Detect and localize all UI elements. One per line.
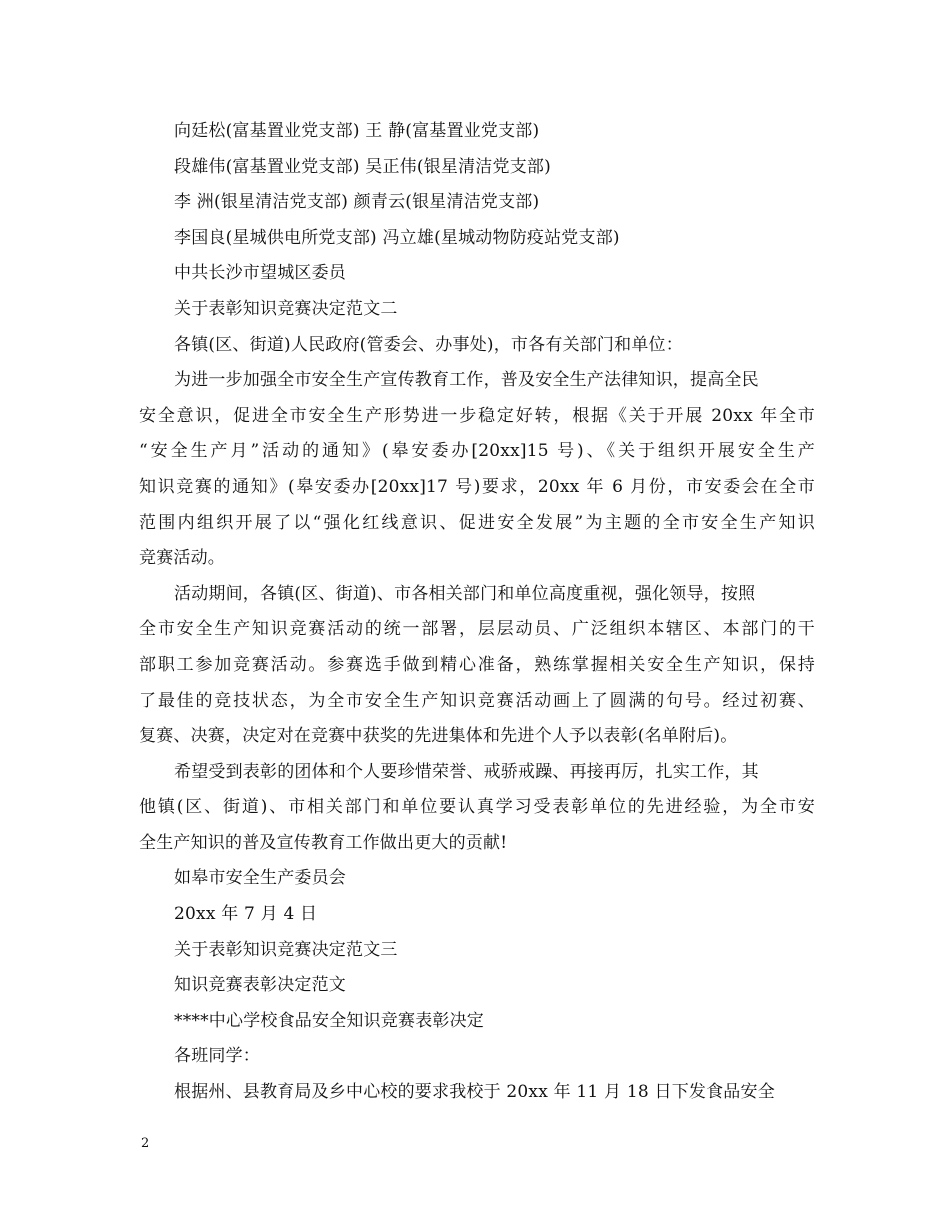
text-line: 他镇(区、街道)、市相关部门和单位要认真学习受表彰单位的先进经验，为全市安: [139, 797, 815, 818]
text-line: 安全意识，促进全市安全生产形势进一步稳定好转，根据《关于开展 20xx 年全市: [139, 405, 815, 426]
text-line: 向廷松(富基置业党支部) 王 静(富基置业党支部): [174, 121, 540, 141]
text-line: 竞赛活动。: [139, 548, 225, 569]
text-line: “安全生产月”活动的通知》(皋安委办[20xx]15 号)、《关于组织开展安全生产: [139, 441, 815, 462]
text-line: 20xx 年 7 月 4 日: [174, 904, 318, 925]
text-line: 李 洲(银星清洁党支部) 颜青云(银星清洁党支部): [174, 192, 540, 213]
page-number: 2: [141, 1136, 150, 1151]
text-line: 范围内组织开展了以“强化红线意识、促进安全发展”为主题的全市安全生产知识: [139, 512, 815, 533]
text-line: 了最佳的竞技状态，为全市安全生产知识竞赛活动画上了圆满的句号。经过初赛、: [139, 690, 815, 711]
text-line: ****中心学校食品安全知识竞赛表彰决定: [174, 1010, 484, 1031]
text-line: 活动期间，各镇(区、街道)、市各相关部门和单位高度重视，强化领导，按照: [174, 583, 756, 604]
text-line: 中共长沙市望城区委员: [174, 263, 346, 284]
document-body: [139, 114, 815, 1111]
text-line: 段雄伟(富基置业党支部) 吴正伟(银星清洁党支部): [174, 156, 551, 177]
text-line: 各班同学：: [174, 1046, 260, 1067]
text-line: 复赛、决赛，决定对在竞赛中获奖的先进集体和先进个人予以表彰(名单附后)。: [139, 726, 738, 747]
text-line: 全生产知识的普及宣传教育工作做出更大的贡献!: [139, 832, 508, 853]
text-line: 各镇(区、街道)人民政府(管委会、办事处)，市各有关部门和单位：: [174, 334, 683, 355]
text-line: 关于表彰知识竞赛决定范文二: [174, 298, 398, 319]
text-line: 关于表彰知识竞赛决定范文三: [174, 939, 398, 960]
text-line: 为进一步加强全市安全生产宣传教育工作，普及安全生产法律知识，提高全民: [174, 370, 759, 391]
text-line: 根据州、县教育局及乡中心校的要求我校于 20xx 年 11 月 18 日下发食品安全: [174, 1082, 775, 1103]
text-line: 部职工参加竞赛活动。参赛选手做到精心准备，熟练掌握相关安全生产知识，保持: [139, 654, 815, 675]
text-line: 知识竞赛表彰决定范文: [174, 975, 346, 996]
text-line: 知识竞赛的通知》(皋安委办[20xx]17 号)要求，20xx 年 6 月份，市安委会在全市: [139, 476, 815, 497]
text-line: 如皋市安全生产委员会: [174, 868, 346, 889]
text-line: 全市安全生产知识竞赛活动的统一部署，层层动员、广泛组织本辖区、本部门的干: [139, 619, 815, 640]
text-line: 希望受到表彰的团体和个人要珍惜荣誉、戒骄戒躁、再接再厉，扎实工作，其: [174, 761, 759, 782]
text-line: 李国良(星城供电所党支部) 冯立雄(星城动物防疫站党支部): [174, 227, 620, 248]
